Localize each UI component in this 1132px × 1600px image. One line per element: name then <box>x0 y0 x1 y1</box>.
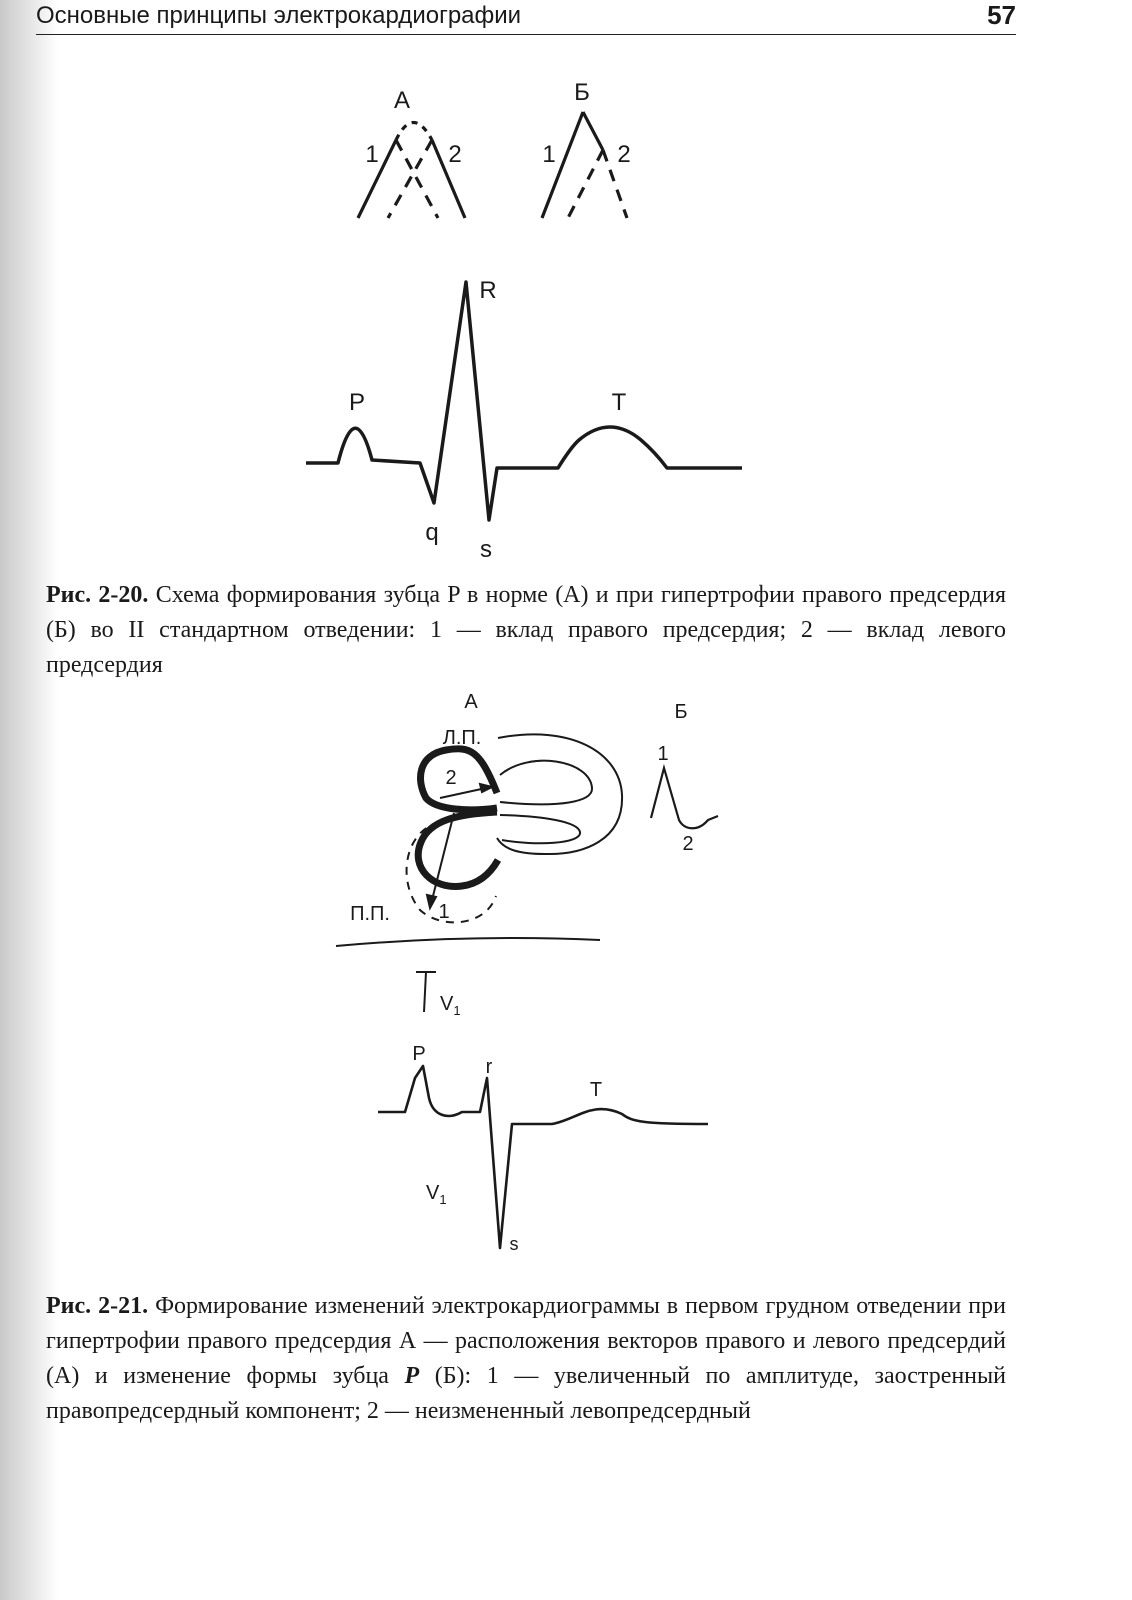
caption-2-21 <box>46 1289 1006 1429</box>
diagram-b-num-2: 2 <box>617 141 631 168</box>
ventricle-inner-lower <box>500 815 580 843</box>
figure-2-21 <box>0 690 1132 1270</box>
ecg-trace-v1 <box>378 1066 708 1248</box>
electrode-v1-label: $V_1$ <box>440 993 461 1018</box>
diagram-a-num-2: 2 <box>448 141 462 168</box>
fig21-label-a: А <box>464 691 478 713</box>
vector-1-label: 1 <box>438 901 450 923</box>
caption-2-20-label: Рис. 2-20. <box>46 582 149 608</box>
page-number: 57 <box>987 0 1016 30</box>
caption-2-21-text-before: Формирование изменений электрокардиограммы в первом грудном отведении при гипертрофии правого предсердия А — расположения векторов правого и левого предсердий (А) и изменение формы зубца <box>46 1293 1006 1389</box>
diagram-a-label: А <box>393 87 411 114</box>
diagram-a <box>358 123 465 219</box>
wave-label-t: T <box>611 389 627 416</box>
fig21-label-b: Б <box>674 701 688 723</box>
ecg-v1-label-p: P <box>412 1043 426 1065</box>
ecg-v1-label-t: T <box>589 1079 603 1101</box>
left-atrium-label: Л.П. <box>442 727 482 749</box>
diagram-b-label: Б <box>574 79 590 106</box>
heart-scheme <box>407 734 623 922</box>
running-title: Основные принципы электрокардиографии <box>36 2 522 29</box>
caption-2-20-text: Схема формирования зубца P в норме (А) и при гипертрофии правого предсердия (Б) во II стандартном отведении: 1 — вклад правого предсердия; 2 — вклад левого предсердия <box>46 582 1006 678</box>
wave-label-p: P <box>348 389 366 416</box>
right-atrium <box>418 812 498 886</box>
caption-2-21-label: Рис. 2-21. <box>46 1293 149 1319</box>
caption-2-21-text-after: (Б): 1 — увеличенный по амплитуде, заостренный правопредсердный компонент; 2 — неизмененный левопредсердный <box>46 1363 1006 1424</box>
ecg-v1-label-r: r <box>485 1056 493 1078</box>
electrode-v1-marker <box>416 972 436 1012</box>
ecg-v1-label-s: s <box>509 1234 519 1254</box>
figure-2-20 <box>0 0 1132 560</box>
ecg-v1-lead-label: $V_1$ <box>426 1182 447 1207</box>
right-atrium-label: П.П. <box>350 903 390 925</box>
ventricle-outer <box>497 734 622 854</box>
wave-label-r: R <box>479 277 497 304</box>
b-num-2: 2 <box>682 833 694 855</box>
diagram-a-num-1: 1 <box>365 141 379 168</box>
diagram-b-num-1: 1 <box>542 141 556 168</box>
wave-label-s: s <box>480 536 492 560</box>
b-num-1: 1 <box>657 743 669 765</box>
left-atrium <box>421 749 497 810</box>
wave-label-q: q <box>425 519 439 546</box>
chest-surface-line <box>336 938 600 946</box>
ecg-trace-normal <box>306 282 742 520</box>
caption-2-20 <box>46 578 1006 683</box>
vector-2-label: 2 <box>445 767 457 789</box>
caption-2-21-emph: P <box>404 1363 420 1389</box>
p-wave-hypertrophy <box>651 768 718 828</box>
ventricle-inner-upper <box>500 761 592 805</box>
